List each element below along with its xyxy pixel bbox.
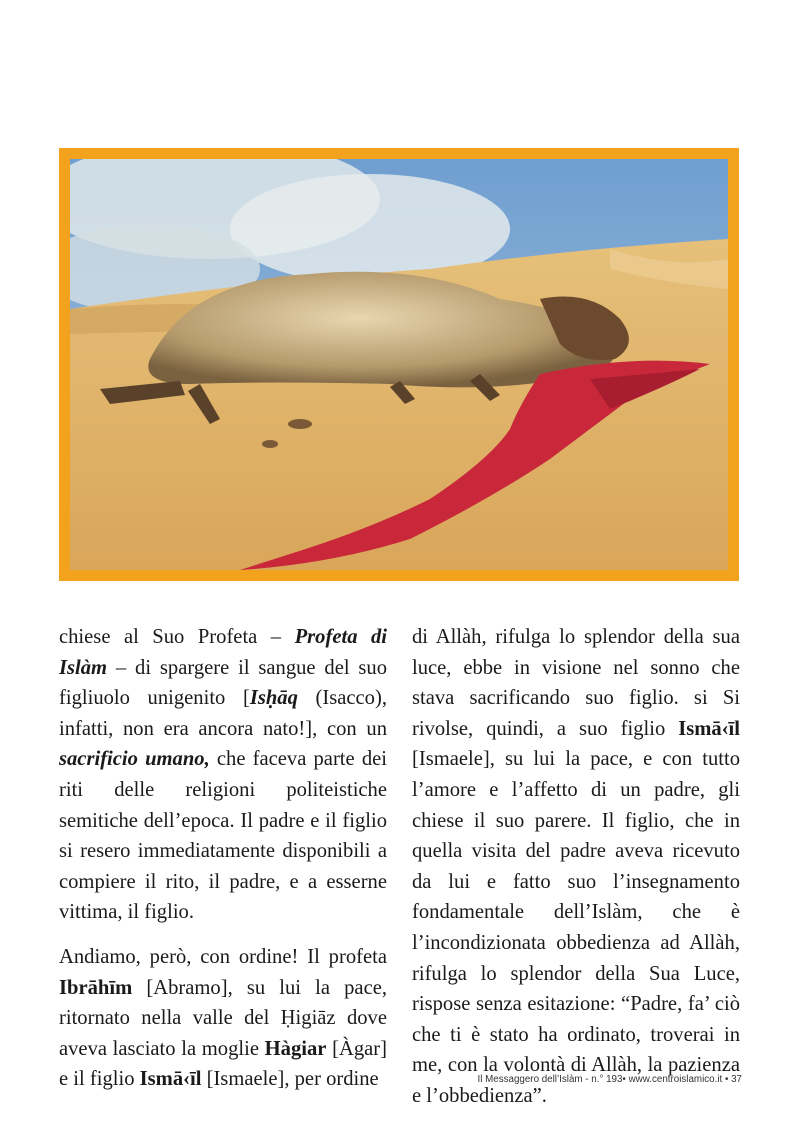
text-span: [Abramo], su lui la pace, ritornato nella valle del Ḥigiāz dove aveva lasciato la moglie [59, 976, 387, 1060]
text-span: [Ismaele], per ordine [201, 1068, 379, 1091]
emphasis-profeta-di-islam: Profeta di Islàm [59, 626, 387, 679]
text-span: (Isacco), infatti, non era ancora nato!], con un [59, 687, 387, 740]
bold-hagiar: Hàgiar [264, 1037, 327, 1060]
left-paragraph-2 [59, 942, 387, 1095]
bold-ismail: Ismā‹īl [139, 1068, 202, 1091]
text-span: di Allàh, rifulga lo splendor della sua luce, ebbe in visione nel sonno che stava sacrificando suo figlio. si Si rivolse, quindi, a suo figlio [412, 626, 740, 740]
text-span: Andiamo, però, con ordine! Il profeta [59, 945, 387, 968]
left-paragraph-1 [59, 622, 387, 928]
text-span: [Àgar] e il figlio [59, 1037, 387, 1091]
bold-ismail: Ismā‹īl [678, 717, 740, 740]
emphasis-ishaq: Isḥāq [249, 687, 298, 710]
left-column [59, 622, 387, 1109]
right-column [412, 622, 740, 1126]
text-span: [Ismaele], su lui la pace, e con tutto l’amore e l’affetto di un padre, gli chiese il suo parere. Il figlio, che in quella visita del padre aveva ricevuto da lui e fatto suo l’insegnamento fondamentale dell’Islàm, che è l’incondizionata obbedienza ad Allàh, rifulga lo splendor della Sua Luce, rispose senza esitazione: “Padre, fa’ ciò che ti è stato ha ordinato, troverai in me, con la volontà di Allàh, la pazienza e l’obbedienza”. [412, 748, 740, 1107]
text-span: – di spargere il sangue del suo figliuolo unigenito [ [59, 656, 387, 710]
text-span: che faceva parte dei riti delle religioni politeistiche semitiche dell’epoca. Il padre e il figlio si resero immediatamente disponibili a compiere il rito, il padre, e a esserne vittima, il figlio. [59, 748, 387, 924]
page-footer: Il Messaggero dell’Islàm - n.° 193• www.centroislamico.it • 37 [477, 1074, 742, 1085]
right-paragraph-1 [412, 622, 740, 1112]
emphasis-sacrificio-umano: sacrificio umano, [59, 748, 210, 771]
photo-frame [59, 148, 739, 581]
text-span: chiese al Suo Profeta – [59, 626, 295, 648]
bold-ibrahim: Ibrāhīm [59, 976, 133, 999]
sacrificed-ram-photo [70, 159, 728, 570]
